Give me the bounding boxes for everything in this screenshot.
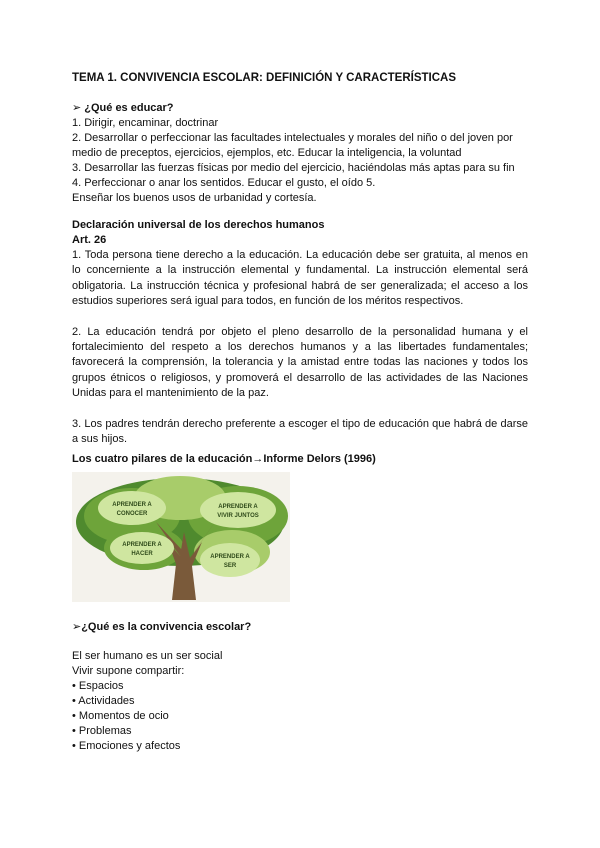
tree-label: SER [223,563,237,569]
tree-label: CONOCER [116,511,148,517]
bullet-item: • Problemas [72,725,132,737]
label-bubble-convivir [200,492,276,528]
tree-label: APRENDER A [122,542,162,548]
bullet-item: • Emociones y afectos [72,740,181,752]
intro-line: El ser humano es un ser social [72,650,223,662]
label-bubble-conocer [98,491,166,525]
list-item: 1. Dirigir, encaminar, doctrinar [72,117,219,129]
bullet-item: • Espacios [72,680,124,692]
list-item: 2. Desarrollar o perfeccionar las facultades intelectuales y morales del niño o del joven por [72,132,513,144]
list-item: 3. Desarrollar las fuerzas físicas por medio del ejercicio, haciéndolas más aptas para su fin [72,162,515,174]
page-title: TEMA 1. CONVIVENCIA ESCOLAR: DEFINICIÓN Y CARACTERÍSTICAS [72,72,457,84]
article-label: Art. 26 [72,234,107,246]
label-bubble-hacer [110,532,174,564]
section-heading: Los cuatro pilares de la educación→Informe Delors (1996) [72,453,376,465]
section-heading: ➢¿Qué es la convivencia escolar? [72,621,252,633]
section-heading: Declaración universal de los derechos humanos [72,219,325,231]
paragraph: 2. La educación tendrá por objeto el pleno desarrollo de la personalidad humana y el fortalecimiento del respeto a los derechos humanos y a las libertades fundamentales; favorecerá la comprensión, la tolerancia y la amistad entre todas las naciones y todos los grupos étnicos o religiosos, y promoverá el desarrollo de las actividades de las Naciones Unidas para el mantenimiento de la paz. [72,325,528,400]
bullet-item: • Actividades [72,695,135,707]
list-item: Enseñar los buenos usos de urbanidad y cortesía. [72,192,317,204]
four-pillars-tree-image [72,472,290,602]
paragraph: 3. Los padres tendrán derecho preferente a escoger el tipo de educación que habrá de darse a sus hijos. [72,417,528,446]
section-heading: ➢ ¿Qué es educar? [72,102,174,114]
tree-label: HACER [131,551,153,557]
section-cuatro-pilares [72,452,528,467]
label-bubble-ser [200,543,260,577]
tree-label: APRENDER A [112,502,152,508]
section-convivencia-escolar [72,620,528,754]
tree-label: VIVIR JUNTOS [217,513,259,519]
paragraph: 1. Toda persona tiene derecho a la educación. La educación debe ser gratuita, al menos en lo concerniente a la instrucción elemental y fundamental. La instrucción elemental será obligatoria. La instrucción técnica y profesional habrá de ser generalizada; el acceso a los estudios superiores será igual para todos, en función de los méritos respectivos. [72,249,528,308]
tree-label: APRENDER A [218,504,258,510]
tree-label: APRENDER A [210,554,250,560]
intro-line: Vivir supone compartir: [72,665,185,677]
list-item: 4. Perfeccionar o anar los sentidos. Educar el gusto, el oído 5. [72,177,376,189]
section-derechos-humanos [72,218,528,447]
bullet-item: • Momentos de ocio [72,710,169,722]
section-que-es-educar [72,101,528,206]
list-item: medio de preceptos, ejercicios, ejemplos, etc. Educar la inteligencia, la voluntad [72,147,462,159]
